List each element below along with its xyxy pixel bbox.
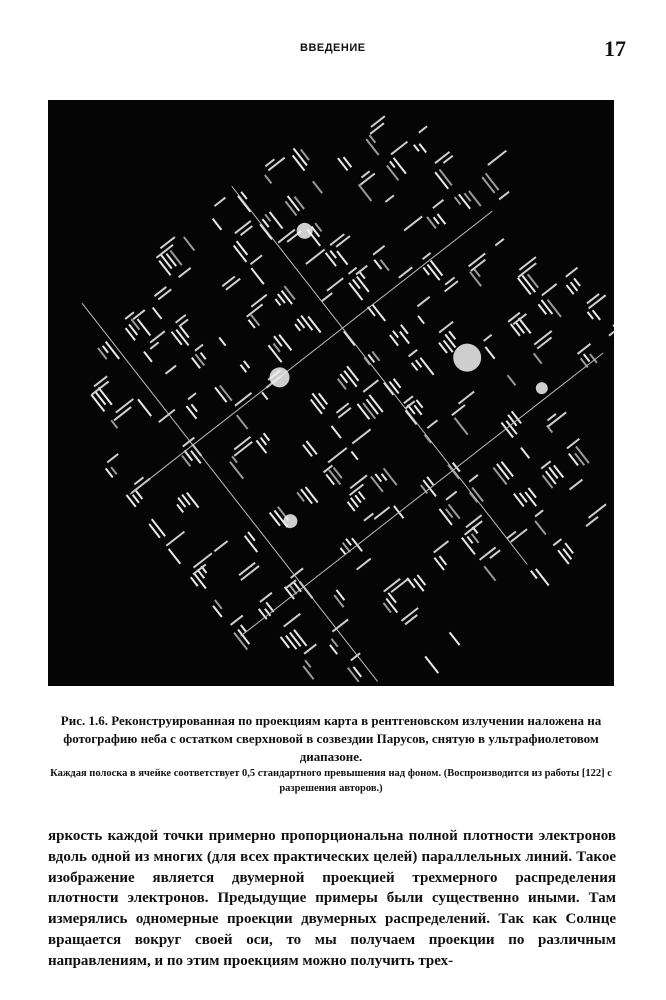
- stripe: [246, 304, 263, 318]
- stripe: [569, 479, 583, 491]
- bright-spot: [266, 363, 294, 391]
- stripe: [444, 280, 459, 292]
- stripe: [343, 370, 357, 387]
- stripe: [312, 393, 326, 410]
- stripe: [467, 536, 474, 544]
- stripe: [264, 214, 271, 222]
- stripe: [392, 330, 399, 338]
- stripe: [343, 331, 356, 346]
- stripe: [158, 260, 171, 276]
- stripe: [168, 548, 181, 564]
- stripe: [542, 475, 554, 489]
- stripe: [487, 150, 507, 166]
- stripe: [553, 538, 562, 546]
- stripe: [305, 486, 319, 503]
- stripe: [302, 665, 314, 680]
- stripe: [445, 491, 457, 501]
- stripe: [520, 447, 530, 459]
- stripe: [251, 294, 268, 308]
- stripe: [411, 362, 418, 371]
- stripe: [256, 440, 268, 454]
- stripe: [268, 345, 283, 363]
- stripe: [474, 269, 481, 277]
- stripe: [143, 351, 153, 362]
- stripe: [390, 141, 408, 155]
- stripe: [281, 290, 293, 305]
- stripe: [386, 598, 399, 613]
- stripe: [321, 292, 333, 302]
- stripe: [434, 151, 450, 164]
- stripe: [336, 235, 351, 247]
- figure-caption: [48, 712, 614, 766]
- stripe: [307, 316, 321, 333]
- stripe: [190, 450, 201, 464]
- stripe: [137, 318, 151, 336]
- stripe: [137, 399, 152, 417]
- stripe: [166, 253, 177, 267]
- stripe: [469, 271, 482, 287]
- stripe: [348, 282, 363, 300]
- stripe: [263, 433, 270, 442]
- stripe: [372, 245, 385, 256]
- stripe: [458, 391, 475, 405]
- stripe: [422, 252, 431, 260]
- stripe: [225, 278, 241, 291]
- stripe: [212, 218, 222, 230]
- stripe: [449, 632, 461, 646]
- stripe: [230, 615, 243, 626]
- stripe: [577, 343, 591, 355]
- stripe: [612, 314, 614, 327]
- stripe: [433, 540, 449, 553]
- stripe: [366, 399, 379, 415]
- stripe: [110, 467, 117, 475]
- stripe: [347, 667, 360, 682]
- stripe: [102, 345, 109, 353]
- stripe: [565, 267, 578, 278]
- stripe: [439, 508, 453, 525]
- stripe: [354, 495, 361, 504]
- stripe: [259, 224, 272, 240]
- stripe: [187, 392, 196, 400]
- body-paragraph: яркость каждой точки примерно пропорциональна полной плотности электронов вдоль одной из многих (для всех практических целей) параллельных линий. Такое изображение является двумерной проекцией трехмерного распределения плотности электронов. Предыдущие примеры были существенно иными. Там измерялись одномерные проекции двумерных распределений. Так как Солнце вращается вокруг своей оси, то мы получаем проекции по различным направлениям, и по этим проекциям можно получить трех-: [48, 828, 616, 969]
- stripe: [510, 528, 528, 542]
- stripe: [107, 453, 119, 463]
- stripe: [439, 321, 454, 334]
- stripe: [417, 315, 425, 324]
- stripe: [372, 304, 386, 322]
- stripe: [345, 538, 352, 546]
- stripe: [524, 491, 537, 506]
- stripe: [165, 365, 177, 375]
- grid-line: [130, 211, 492, 494]
- stripe: [218, 337, 226, 346]
- running-head: ВВЕДЕНИЕ: [300, 42, 366, 54]
- xray-map-image: [48, 100, 614, 686]
- stripe: [178, 267, 191, 278]
- stripe: [380, 259, 390, 271]
- stripe: [356, 558, 371, 571]
- stripe: [362, 402, 376, 419]
- stripe: [585, 516, 598, 527]
- stripe: [537, 337, 553, 350]
- stripe: [132, 309, 145, 320]
- stripe: [278, 229, 296, 244]
- stripe: [338, 407, 352, 418]
- stripe: [430, 260, 443, 276]
- stripe: [285, 635, 297, 650]
- stripe: [186, 405, 198, 419]
- stripe: [304, 660, 311, 668]
- stripe: [278, 334, 292, 351]
- stripe: [234, 392, 252, 407]
- stripe: [513, 313, 527, 325]
- stripe: [234, 436, 251, 450]
- stripe: [583, 354, 590, 363]
- stripe: [331, 425, 342, 438]
- stripe: [166, 531, 185, 547]
- stripe: [370, 476, 384, 493]
- stripe: [148, 523, 160, 538]
- stripe: [608, 326, 614, 336]
- stripe: [260, 437, 267, 446]
- stripe: [403, 216, 422, 232]
- stripe: [214, 387, 227, 403]
- stripe: [483, 334, 492, 342]
- stripe: [465, 514, 482, 528]
- stripe: [439, 169, 453, 186]
- stripe: [383, 578, 401, 592]
- stripe: [469, 474, 479, 482]
- stripe: [557, 550, 569, 565]
- stripe: [183, 236, 195, 251]
- stripe: [415, 359, 422, 367]
- stripe: [419, 143, 427, 153]
- stripe: [381, 473, 388, 481]
- stripe: [444, 334, 456, 348]
- stripe: [294, 196, 305, 210]
- stripe: [310, 399, 323, 415]
- stripe: [501, 461, 514, 477]
- stripe: [545, 471, 557, 485]
- stripe: [269, 512, 281, 526]
- stripe: [287, 195, 300, 211]
- stripe: [363, 357, 370, 366]
- stripe: [427, 264, 441, 281]
- stripe: [214, 540, 228, 552]
- stripe: [200, 352, 207, 360]
- stripe: [360, 173, 376, 186]
- stripe: [337, 157, 348, 171]
- stripe: [158, 289, 172, 301]
- stripe: [424, 656, 439, 674]
- stripe: [413, 144, 420, 152]
- xray-grid: [48, 100, 614, 686]
- stripe: [325, 252, 337, 267]
- stripe: [471, 487, 484, 502]
- stripe: [356, 276, 370, 293]
- stripe: [587, 311, 594, 319]
- stripe: [541, 299, 553, 314]
- page-number: 17: [604, 36, 626, 61]
- stripe: [507, 375, 516, 386]
- stripe: [261, 392, 268, 400]
- stripe: [275, 298, 282, 306]
- stripe: [285, 201, 298, 216]
- stripe: [110, 420, 118, 429]
- stripe: [451, 404, 465, 416]
- stripe: [519, 256, 537, 270]
- stripe: [328, 469, 341, 485]
- stripe: [481, 177, 495, 194]
- stripe: [336, 402, 350, 413]
- stripe: [434, 557, 445, 571]
- stripe: [329, 233, 344, 246]
- stripe: [534, 509, 543, 517]
- stripe: [150, 330, 166, 343]
- stripe: [369, 134, 377, 143]
- stripe: [250, 254, 263, 265]
- stripe: [498, 191, 509, 200]
- stripe: [214, 197, 226, 207]
- stripe: [351, 451, 359, 460]
- grid-line: [241, 353, 603, 636]
- stripe: [534, 520, 546, 535]
- stripe: [424, 434, 432, 444]
- bright-spot: [533, 380, 550, 397]
- stripe: [264, 174, 272, 184]
- stripe: [533, 353, 543, 364]
- stripe: [284, 286, 296, 301]
- stripe: [470, 259, 486, 272]
- stripe: [393, 157, 407, 174]
- stripe: [306, 440, 318, 455]
- stripe: [454, 196, 461, 205]
- stripe: [398, 267, 413, 279]
- stripe: [312, 181, 323, 194]
- stripe: [454, 417, 469, 435]
- stripe: [423, 267, 430, 276]
- stripe: [191, 404, 198, 413]
- stripe: [95, 391, 107, 405]
- stripe: [300, 489, 313, 505]
- stripe: [268, 157, 286, 171]
- stripe: [448, 504, 461, 519]
- stripe: [251, 268, 265, 285]
- bright-spot: [293, 220, 315, 242]
- stripe: [363, 379, 379, 392]
- stripe: [300, 315, 313, 331]
- stripe: [160, 254, 173, 269]
- stripe: [160, 236, 176, 249]
- stripe: [513, 493, 525, 507]
- stripe: [352, 429, 372, 445]
- stripe: [527, 274, 539, 289]
- stripe: [290, 568, 304, 579]
- stripe: [370, 122, 385, 134]
- stripe: [240, 624, 247, 632]
- stripe: [294, 323, 301, 331]
- stripe: [346, 366, 359, 382]
- stripe: [222, 276, 236, 287]
- stripe: [458, 194, 471, 210]
- stripe: [259, 592, 272, 603]
- stripe: [326, 277, 343, 291]
- stripe: [231, 456, 238, 464]
- stripe: [374, 506, 390, 520]
- stripe: [485, 346, 496, 359]
- stripe: [417, 296, 431, 307]
- stripe: [408, 349, 418, 357]
- stripe: [229, 461, 244, 479]
- grid-line: [82, 303, 378, 681]
- stripe: [461, 537, 476, 555]
- stripe: [340, 547, 347, 555]
- stripe: [370, 115, 385, 127]
- stripe: [237, 195, 251, 212]
- stripe: [468, 190, 481, 206]
- stripe: [433, 217, 440, 225]
- stripe: [175, 329, 189, 346]
- stripe: [357, 403, 371, 420]
- stripe: [328, 447, 348, 463]
- stripe: [234, 220, 251, 234]
- stripe: [289, 632, 301, 647]
- stripe: [186, 492, 199, 508]
- stripe: [93, 375, 107, 387]
- stripe: [243, 360, 250, 368]
- caption-label: Рис. 1.6.: [60, 713, 108, 728]
- stripe: [152, 307, 162, 320]
- stripe: [171, 331, 183, 345]
- stripe: [233, 245, 247, 263]
- stripe: [495, 238, 505, 246]
- stripe: [329, 250, 337, 259]
- stripe: [358, 184, 372, 202]
- stripe: [541, 283, 557, 296]
- stripe: [305, 249, 325, 265]
- stripe: [170, 250, 183, 266]
- stripe: [238, 562, 255, 576]
- stripe: [237, 629, 250, 645]
- stripe: [236, 241, 248, 256]
- stripe: [244, 535, 258, 552]
- stripe: [496, 463, 510, 480]
- stripe: [385, 195, 395, 203]
- stripe: [283, 613, 301, 628]
- caption-title: Реконструированная по проекциям карта в рентгеновском излучении наложена на фотографию неба с остатком сверхновой в созвездии Парусов, снятую в ультрафиолетовом диапазоне.: [63, 713, 602, 764]
- stripe: [386, 165, 399, 181]
- stripe: [365, 138, 379, 155]
- stripe: [363, 513, 374, 522]
- stripe: [483, 566, 496, 582]
- stripe: [479, 547, 496, 561]
- stripe: [240, 364, 247, 373]
- stripe: [432, 199, 444, 209]
- stripe: [219, 385, 232, 401]
- stripe: [194, 344, 203, 352]
- stripe: [413, 578, 424, 592]
- stripe: [236, 415, 248, 430]
- stripe: [427, 419, 438, 428]
- stripe: [194, 573, 207, 589]
- stripe: [336, 251, 348, 266]
- caption-note: Каждая полоска в ячейке соответствует 0,5 стандартного превышения над фоном. (Воспроизводится из работы [122] с разрешения авторов.): [50, 768, 612, 794]
- stripe: [292, 155, 305, 171]
- stripe: [389, 161, 396, 169]
- stripe: [418, 125, 427, 133]
- stripe: [405, 410, 418, 425]
- figure-xray-map: [48, 100, 614, 686]
- stripe: [293, 629, 307, 646]
